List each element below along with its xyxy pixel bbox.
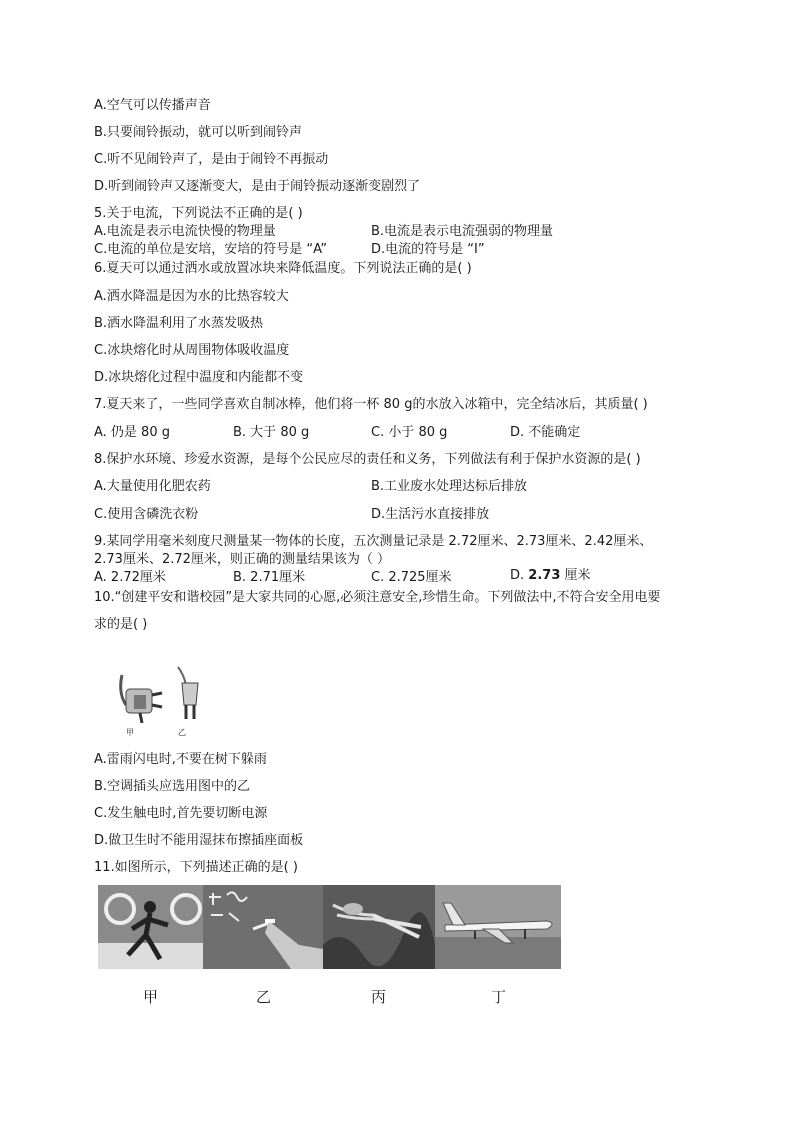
- caption-jia: 甲: [143, 988, 159, 1006]
- q10-option-a: A.雷雨闪电时,不要在树下躲雨: [94, 752, 267, 767]
- q9-option-d-value: 2.73: [528, 568, 561, 583]
- q4-option-a: A.空气可以传播声音: [94, 98, 211, 113]
- q4-option-c: C.听不见闹铃声了，是由于闹铃不再振动: [94, 152, 329, 167]
- q4-option-b: B.只要闹铃振动，就可以听到闹铃声: [94, 125, 303, 140]
- q8-option-b: B.工业废水处理达标后排放: [371, 479, 528, 494]
- q6-option-c: C.冰块熔化时从周围物体吸收温度: [94, 343, 290, 358]
- q11-stem: 11.如图所示，下列描述正确的是( ): [94, 860, 298, 875]
- q9-option-d: [510, 568, 591, 584]
- q6-option-b: B.洒水降温利用了水蒸发吸热: [94, 316, 264, 331]
- photo-jia-skater: [98, 885, 203, 969]
- caption-ding: 丁: [491, 988, 507, 1006]
- q10-option-b: B.空调插头应选用图中的乙: [94, 779, 251, 794]
- q7-option-a: A. 仍是 80 g: [94, 425, 170, 440]
- q10-stem-line1: 10.“创建平安和谐校园”是大家共同的心愿,必须注意安全,珍惜生命。下列做法中,不符合安全用电要: [94, 590, 661, 605]
- q7-option-d: D. 不能确定: [510, 425, 581, 440]
- q9-option-d-unit: 厘米: [564, 568, 591, 583]
- q8-option-a: A.大量使用化肥农药: [94, 479, 211, 494]
- q9-option-b: B. 2.71厘米: [233, 570, 306, 585]
- caption-bing: 丙: [371, 988, 387, 1006]
- q8-option-d: D.生活污水直接排放: [371, 507, 490, 522]
- q5-option-d: D.电流的符号是 “I”: [371, 242, 485, 257]
- q7-option-b: B. 大于 80 g: [233, 425, 310, 440]
- q5-option-c: C.电流的单位是安培，安培的符号是 “A”: [94, 242, 328, 257]
- q8-option-c: C.使用含磷洗衣粉: [94, 507, 199, 522]
- q9-option-c: C. 2.725厘米: [371, 570, 452, 585]
- q9-option-a: A. 2.72厘米: [94, 570, 166, 585]
- q6-option-a: A.洒水降温是因为水的比热容较大: [94, 289, 289, 304]
- q9-stem-line1: 9.某同学用毫米刻度尺测量某一物体的长度，五次测量记录是 2.72厘米、2.73厘米、2.42厘米、: [94, 534, 653, 549]
- q10-option-c: C.发生触电时,首先要切断电源: [94, 806, 268, 821]
- q8-stem: 8.保护水环境、珍爱水资源，是每个公民应尽的责任和义务，下列做法有利于保护水资源的是( ): [94, 452, 641, 467]
- q7-option-c: C. 小于 80 g: [371, 425, 448, 440]
- photo-bing-shears: [323, 885, 435, 969]
- photo-ding-airplane: [435, 885, 561, 969]
- q10-option-d: D.做卫生时不能用湿抹布擦插座面板: [94, 833, 304, 848]
- q10-stem-line2: 求的是( ): [94, 617, 148, 632]
- q7-stem: 7.夏天来了，一些同学喜欢自制冰棒，他们将一杯 80 g的水放入冰箱中，完全结冰后，其质量( ): [94, 397, 648, 412]
- caption-yi: 乙: [256, 988, 272, 1006]
- plug-label-yi: 乙: [178, 728, 186, 737]
- q6-stem: 6.夏天可以通过洒水或放置冰块来降低温度。下列说法正确的是( ): [94, 261, 472, 276]
- q5-stem: 5.关于电流，下列说法不正确的是( ): [94, 206, 303, 221]
- q9-stem-line2: 2.73厘米、2.72厘米，则正确的测量结果该为（ ）: [94, 552, 391, 567]
- plug-label-jia: 甲: [126, 728, 134, 737]
- q6-option-d: D.冰块熔化过程中温度和内能都不变: [94, 370, 304, 385]
- plugs-figure: [112, 645, 212, 741]
- photo-yi-chalk: [203, 885, 323, 969]
- q5-option-a: A.电流是表示电流快慢的物理量: [94, 224, 276, 239]
- q9-option-d-prefix: D.: [510, 568, 525, 583]
- q5-option-b: B.电流是表示电流强弱的物理量: [371, 224, 554, 239]
- q4-option-d: D.听到闹铃声又逐渐变大，是由于闹铃振动逐渐变剧烈了: [94, 179, 421, 194]
